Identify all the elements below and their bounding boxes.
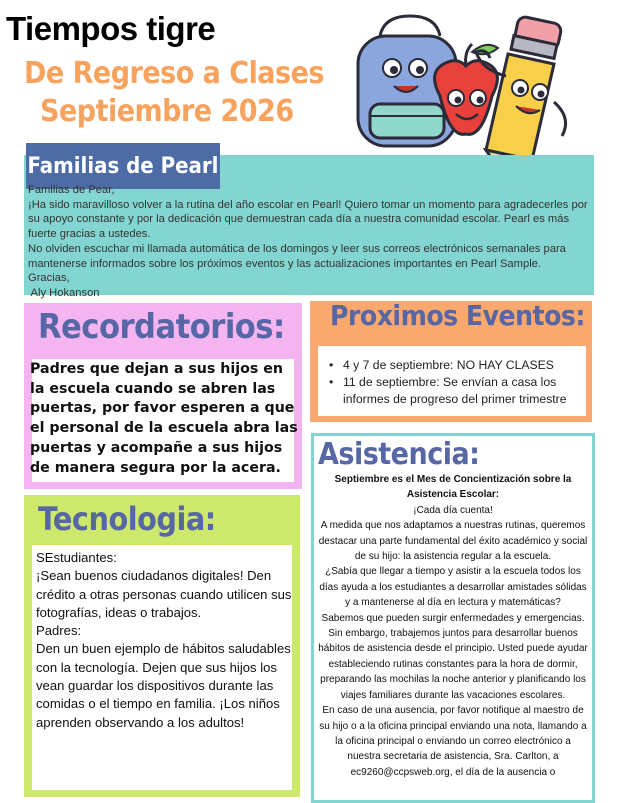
- families-heading: Familias de Pearl: [26, 143, 220, 189]
- technology-text: [36, 549, 294, 732]
- newsletter-title: Tiempos tigre: [6, 10, 216, 47]
- back-to-school-clipart: [340, 6, 600, 176]
- letter-paragraph: No olviden escuchar mi llamada automática de los domingos y leer sus correos electrónicos semanales para mantenerse informados sobre los próximos eventos y las actualizaciones importantes en Pearl Sample.: [28, 242, 566, 270]
- attendance-text: [318, 472, 588, 780]
- attendance-paragraph: ¿Sabía que llegar a tiempo y asistir a la escuela todos los días ayuda a los estudiantes a desarrollar amistades sólidas y a mantenerse al día en lectura y matemáticas?: [319, 566, 587, 609]
- families-letter: [28, 183, 588, 301]
- reminders-text: Padres que dejan a sus hijos en la escuela cuando se abren las puertas, por favor esperen a que el personal de la escuela abra las puertas y acompañe a sus hijos de manera segura por la acera.: [30, 361, 298, 476]
- subtitle-line-1: De Regreso a Clases: [24, 56, 324, 91]
- event-item: • 11 de septiembre: Se envían a casa los informes de progreso del primer trimestre: [326, 374, 584, 408]
- technology-heading: Tecnologia:: [38, 500, 216, 538]
- attendance-heading: Asistencia:: [318, 437, 480, 472]
- attendance-paragraph: A medida que nos adaptamos a nuestras rutinas, queremos destacar una parte fundamental del éxito académico y social de su hijo: la asistencia regular a la escuela.: [318, 520, 588, 563]
- attendance-paragraph: En caso de una ausencia, por favor notifique al maestro de su hijo o a la oficina principal enviando una nota, llamando a la oficina principal o enviando un correo electrónico a nuestra secretaria de asistencia, Sra. Carlton, a ec9260@ccpsweb.org, el día de la ausencia o: [319, 705, 587, 778]
- letter-paragraph: ¡Ha sido maravilloso volver a la rutina del año escolar en Pearl! Quiero tomar un momento para agradecerles por su apoyo constante y por la dedicación que demuestran cada día a nuestra comunidad escolar. Pearl es más fuerte gracias a ustedes.: [28, 198, 588, 241]
- technology-line: Den un buen ejemplo de hábitos saludables con la tecnología. Dejen que sus hijos los vean guardar los dispositivos durante las comidas o el tiempo en familia. ¡Los niños aprenden observando a los adultos!: [36, 641, 291, 730]
- attendance-paragraph: Sabemos que pueden surgir enfermedades y emergencias. Sin embargo, trabajemos juntos para desarrollar buenos hábitos de asistencia desde el principio. Usted puede ayudar estableciendo rutinas constantes para la hora de dormir, preparando las mochilas la noche anterior y planificando los viajes familiares durante las vacaciones escolares.: [318, 612, 588, 701]
- attendance-lead: Septiembre es el Mes de Concientización sobre la Asistencia Escolar:: [334, 474, 572, 501]
- subtitle-line-2: Septiembre 2026: [40, 94, 294, 129]
- letter-signature: Aly Hokanson: [28, 286, 100, 299]
- attendance-paragraph: ¡Cada día cuenta!: [413, 504, 493, 516]
- letter-closing: Gracias,: [28, 272, 70, 285]
- technology-line: Padres:: [36, 623, 82, 639]
- technology-line: SEstudiantes:: [36, 550, 117, 565]
- event-item: • 4 y 7 de septiembre: NO HAY CLASES: [326, 357, 584, 374]
- reminders-heading: Recordatorios:: [38, 307, 285, 347]
- events-list: [326, 357, 584, 408]
- letter-greeting: Familias de Pear,: [28, 184, 115, 196]
- technology-line: ¡Sean buenos ciudadanos digitales! Den crédito a otras personas cuando utilicen sus fotografías, ideas o trabajos.: [36, 568, 292, 620]
- events-heading: Proximos Eventos:: [330, 299, 585, 332]
